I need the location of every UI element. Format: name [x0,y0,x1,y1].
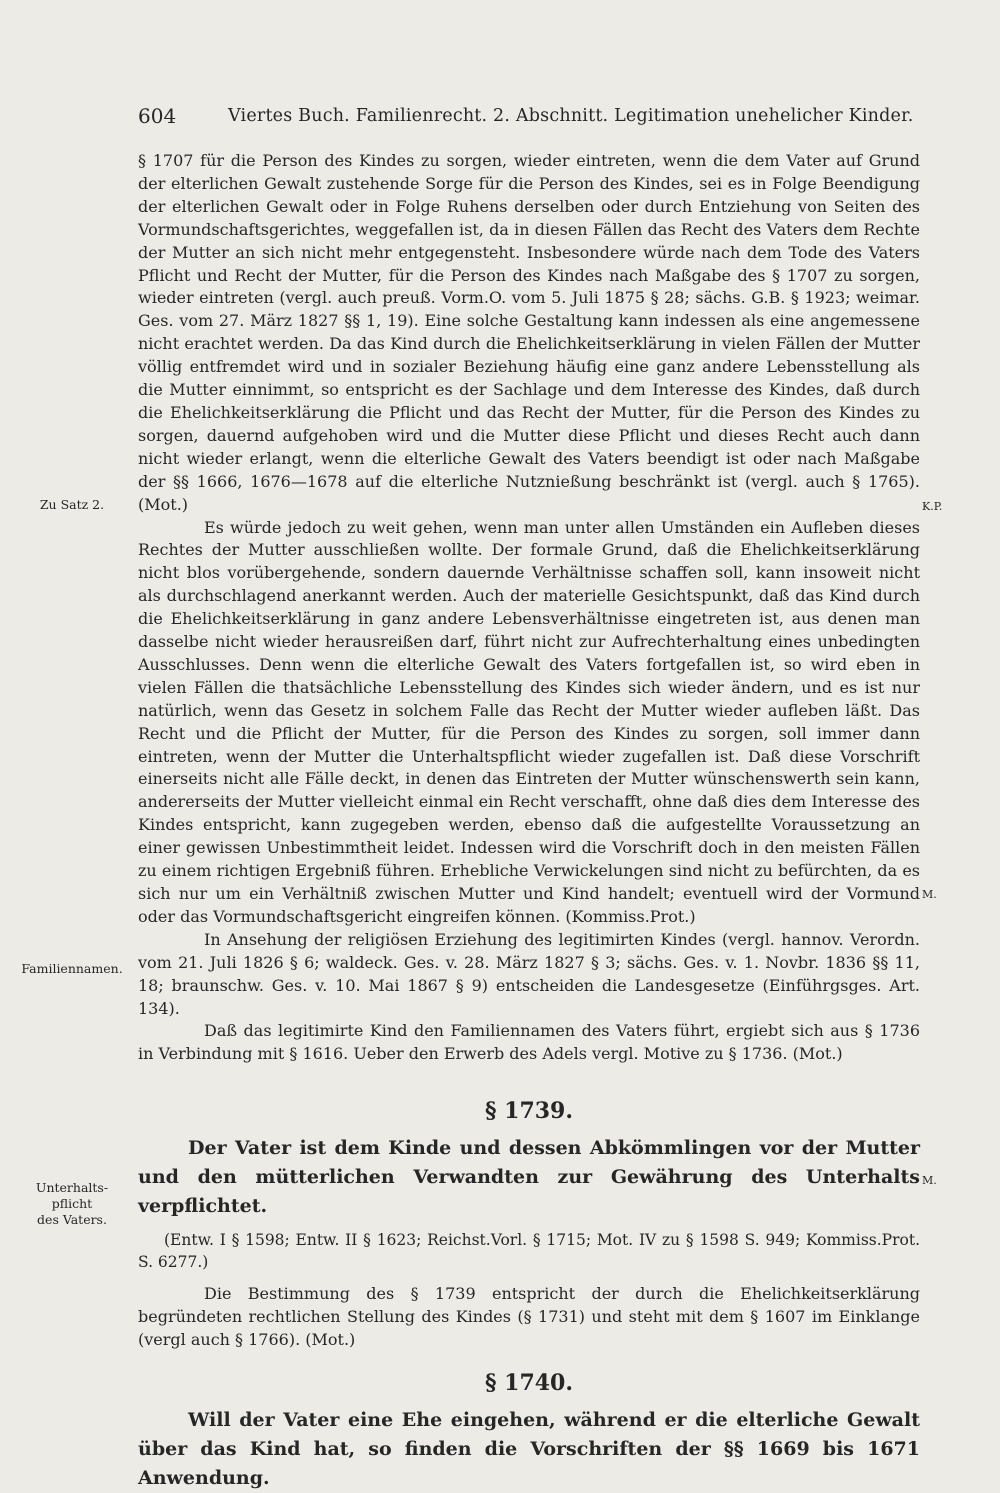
running-title: Viertes Buch. Familienrecht. 2. Abschnitt. Legitimation unehelicher Kinder. [228,106,914,126]
margin-note-line: pflicht [51,1196,93,1211]
margin-source-kp: K.P. [922,500,943,513]
main-text [138,150,920,1493]
paragraph: Daß das legitimirte Kind den Familiennamen des Vaters führt, ergiebt sich aus § 1736 in Verbindung mit § 1616. Ueber den Erwerb des Adels vergl. Motive zu § 1736. (Mot.) [138,1021,920,1064]
paragraph: In Ansehung der religiösen Erziehung des legitimirten Kindes (vergl. hannov. Verordn. vom 21. Juli 1826 § 6; waldeck. Ges. v. 28. März 1827 § 3; sächs. Ges. v. 1. Novbr. 1836 §§ 11, 18; braunschw. Ges. v. 10. Mai 1867 § 9) entscheiden die Landesgesetze (Einführgsges. Art. 134). [138,929,920,1018]
page-number: 604 [138,104,177,128]
paragraph: § 1707 für die Person des Kindes zu sorgen, wieder eintreten, wenn die dem Vater auf Grund der elterlichen Gewalt zustehende Sorge für die Person des Kindes, sei es in Folge Beendigung der elterlichen Gewalt oder in Folge Ruhens derselben oder durch Entziehung von Seiten des Vormundschaftsgerichtes, weggefallen ist, da in diesen Fällen das Recht des Vaters dem Rechte der Mutter an sich nicht mehr entgegensteht. Insbesondere würde nach dem Tode des Vaters Pflicht und Recht der Mutter, für die Person des Kindes nach Maßgabe des § 1707 zu sorgen, wieder eintreten (vergl. auch preuß. Vorm.O. vom 5. Juli 1875 § 28; sächs. G.B. § 1923; weimar. Ges. vom 27. März 1827 §§ 1, 19). Eine solche Gestaltung kann indessen als eine angemessene nicht erachtet werden. Da das Kind durch die Ehelichkeitserklärung in vielen Fällen der Mutter völlig entfremdet wird und in sozialer Beziehung häufig eine ganz andere Lebensstellung als die Mutter einnimmt, so entspricht es der Sachlage und dem Interesse des Kindes, daß durch die Ehelichkeitserklärung die Pflicht und das Recht der Mutter, für die Person des Kindes zu sorgen, dauernd aufgehoben wird und die Mutter diese Pflicht und dieses Recht auch dann nicht wieder erlangt, wenn die elterliche Gewalt des Vaters beendigt ist oder nach Maßgabe der §§ 1666, 1676—1678 auf die elterliche Nutznießung beschränkt ist (vergl. auch § 1765). (Mot.) [138,151,920,514]
paragraph: Es würde jedoch zu weit gehen, wenn man unter allen Umständen ein Aufleben dieses Rechtes der Mutter ausschließen wollte. Der formale Grund, daß die Ehelichkeitserklärung nicht blos vorübergehende, sondern dauernde Verhältnisse schaffen soll, kann insoweit nicht als durchschlagend anerkannt werden. Auch der materielle Gesichtspunkt, daß das Kind durch die Ehelichkeitserklärung in ganz andere Lebensverhältnisse eingetreten ist, aus denen man dasselbe nicht wieder herausreißen darf, führt nicht zur Aufrechterhaltung eines unbedingten Ausschlusses. Denn wenn die elterliche Gewalt des Vaters fortgefallen ist, so wird eben in vielen Fällen die thatsächliche Lebensstellung des Kindes sich wieder ändern, und es ist nur natürlich, wenn das Gesetz in solchem Falle das Recht der Mutter wieder aufleben läßt. Das Recht und die Pflicht der Mutter, für die Person des Kindes zu sorgen, soll immer dann eintreten, wenn der Mutter die Unterhaltspflicht wieder zugefallen ist. Daß diese Vorschrift einerseits nicht alle Fälle deckt, in denen das Eintreten der Mutter wünschenswerth sein kann, andererseits der Mutter vielleicht einmal ein Recht verschafft, ohne daß dies dem Interesse des Kindes entspricht, kann zugegeben werden, ebenso daß die aufgestellte Voraussetzung an einer gewissen Unbestimmtheit leidet. Indessen wird die Vorschrift doch in den meisten Fällen zu einem richtigen Ergebniß führen. Erhebliche Verwickelungen sind nicht zu befürchten, da es sich nur um ein Verhältniß zwischen Mutter und Kind handelt; eventuell wird der Vormund oder das Vormundschaftsgericht eingreifen können. (Kommiss.Prot.) [138,517,920,926]
commentary-1739: Die Bestimmung des § 1739 entspricht der durch die Ehelichkeitserklärung begründeten rechtlichen Stellung des Kindes (§ 1731) und steht mit dem § 1607 im Einklange (vergl auch § 1766). (Mot.) [138,1284,920,1350]
section-title-1740: § 1740. [484,1369,574,1396]
page-header [138,104,922,134]
statute-text-1740: Will der Vater eine Ehe eingehen, während er die elterliche Gewalt über das Kind hat, so finden die Vorschriften der §§ 1669 bis 1671 Anwendung. [138,1408,920,1489]
margin-note-familiennamen: Familiennamen. [21,961,123,976]
margin-note-line: des Vaters. [37,1212,107,1227]
margin-note-zu-satz: Zu Satz 2. [39,497,105,512]
margin-source-m: M. [922,1174,937,1187]
margin-note-line: Unterhalts- [35,1180,109,1195]
section-title-1739: § 1739. [484,1098,574,1125]
margin-note-unterhaltspflicht [18,1180,126,1228]
references-1739: (Entw. I § 1598; Entw. II § 1623; Reichst.Vorl. § 1715; Mot. IV zu § 1598 S. 949; Kommiss.Prot. S. 6277.) [138,1231,920,1272]
statute-text-1739: Der Vater ist dem Kinde und dessen Abkömmlingen vor der Mutter und den mütterlichen Verwandten zur Gewährung des Unterhalts verpflichtet. [138,1137,920,1218]
margin-source-m: M. [922,888,937,901]
